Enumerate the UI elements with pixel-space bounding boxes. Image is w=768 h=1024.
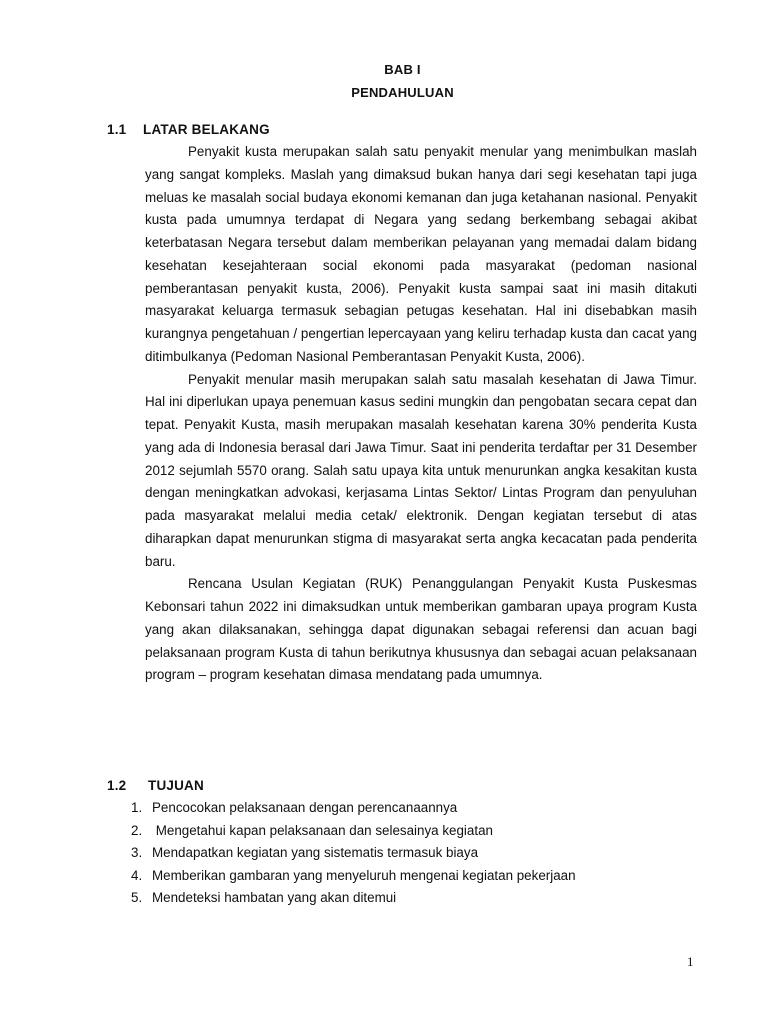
paragraph: Penyakit kusta merupakan salah satu penyakit menular yang menimbulkan maslah yang sangat kompleks. Maslah yang dimaksud bukan hanya dari segi kesehatan tapi juga meluas ke masalah social budaya ekonomi kemanan dan juga ketahanan nasional. Penyakit kusta pada umumnya terdapat di Negara yang sedang berkembang sebagai akibat keterbatasan Negara tersebut dalam memberikan pelayanan yang memadai dalam bidang kesehatan kesejahteraan social ekonomi pada masyarakat (pedoman nasional pemberantasan penyakit kusta, 2006). Penyakit kusta sampai saat ini masih ditakuti masyarakat keluarga termasuk sebagian petugas kesehatan. Hal ini disebabkan masih kurangnya pengetahuan / pengertian lepercayaan yang keliru terhadap kusta dan cacat yang ditimbulkanya (Pedoman Nasional Pemberantasan Penyakit Kusta, 2006). bbox=[145, 144, 697, 364]
list-item bbox=[131, 820, 691, 843]
list-item-number: 3. bbox=[131, 845, 143, 861]
paragraph: Penyakit menular masih merupakan salah satu masalah kesehatan di Jawa Timur. Hal ini diperlukan upaya penemuan kasus sedini mungkin dan pengobatan secara cepat dan tepat. Penyakit Kusta, masih merupakan masalah kesehatan karena 30% penderita Kusta yang ada di Indonesia berasal dari Jawa Timur. Saat ini penderita terdaftar per 31 Desember 2012 sejumlah 5570 orang. Salah satu upaya kita untuk menurunkan angka kesakitan kusta dengan meningkatkan advokasi, kerjasama Lintas Sektor/ Lintas Program dan penyuluhan pada masyarakat melalui media cetak/ elektronik. Dengan kegiatan tersebut di atas diharapkan dapat menurunkan stigma di masyarakat serta angka kecacatan pada penderita baru. bbox=[145, 371, 697, 569]
list-item-number: 5. bbox=[131, 890, 143, 906]
section-heading-latar-belakang bbox=[107, 122, 270, 137]
list-item bbox=[131, 797, 691, 820]
list-item-number: 2. bbox=[131, 822, 143, 838]
section-number: 1.2 bbox=[107, 778, 127, 793]
list-item bbox=[131, 865, 691, 888]
chapter-title: PENDAHULUAN bbox=[351, 85, 454, 100]
chapter-label: BAB I bbox=[384, 62, 421, 77]
list-item-text: Memberikan gambaran yang menyeluruh mengenai kegiatan pekerjaan bbox=[152, 867, 576, 883]
list-item-text: Pencocokan pelaksanaan dengan perencanaannya bbox=[152, 800, 458, 815]
section-title: LATAR BELAKANG bbox=[143, 122, 270, 137]
section-body-latar-belakang bbox=[145, 141, 697, 687]
list-item-text: Mendapatkan kegiatan yang sistematis termasuk biaya bbox=[152, 845, 479, 861]
list-item-text: Mendeteksi hambatan yang akan ditemui bbox=[152, 890, 397, 906]
paragraph: Rencana Usulan Kegiatan (RUK) Penanggulangan Penyakit Kusta Puskesmas Kebonsari tahun 2022 ini dimaksudkan untuk memberikan gambaran upaya program Kusta yang akan dilaksanakan, sehingga dapat digunakan sebagai referensi dan acuan bagi pelaksanaan program Kusta di tahun berikutnya khususnya dan sebagai acuan pelaksanaan program – program kesehatan dimasa mendatang pada umumnya. bbox=[145, 576, 697, 683]
section-title: TUJUAN bbox=[148, 778, 204, 793]
list-item-number: 1. bbox=[131, 800, 143, 815]
list-item-number: 4. bbox=[131, 867, 143, 883]
section-number: 1.1 bbox=[107, 122, 127, 137]
list-item bbox=[131, 887, 691, 910]
list-item bbox=[131, 842, 691, 865]
list-item-text: Mengetahui kapan pelaksanaan dan selesainya kegiatan bbox=[152, 822, 493, 838]
page-number: 1 bbox=[687, 954, 694, 969]
objectives-list bbox=[131, 797, 691, 910]
section-heading-tujuan bbox=[107, 778, 204, 793]
